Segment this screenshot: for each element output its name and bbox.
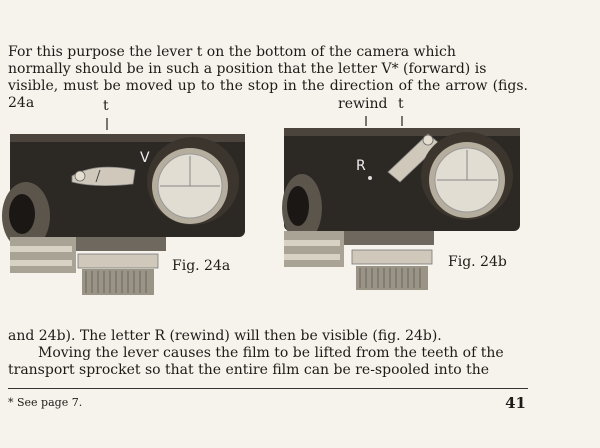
- text-line: normally should be in such a position that the letter V* (forward) is: [8, 61, 487, 77]
- page-number: 41: [505, 394, 526, 412]
- paragraph-bottom: [8, 328, 528, 379]
- camera-illustrations: [0, 96, 600, 316]
- text-line: visible, must be moved up to the stop in the direction of the arrow (figs. 24a: [8, 78, 528, 111]
- figure-area: [0, 96, 600, 316]
- caption-fig-24b: Fig. 24b: [448, 254, 507, 270]
- letter-v: V: [140, 150, 150, 166]
- text-line: transport sprocket so that the entire film can be re-spooled into the: [8, 362, 490, 378]
- text-line: Moving the lever causes the film to be lifted from the teeth of the: [38, 345, 504, 361]
- letter-r: R: [356, 158, 366, 174]
- caption-fig-24a: Fig. 24a: [172, 258, 231, 274]
- footer-divider: [8, 388, 528, 389]
- label-t-a: t: [103, 98, 109, 114]
- text-line: and 24b). The letter R (rewind) will then be visible (fig. 24b).: [8, 328, 442, 344]
- text-line: For this purpose the lever t on the bottom of the camera which: [8, 44, 456, 60]
- footnote: * See page 7.: [8, 396, 83, 409]
- label-rewind: rewind: [338, 96, 388, 112]
- label-t-b: t: [398, 96, 404, 112]
